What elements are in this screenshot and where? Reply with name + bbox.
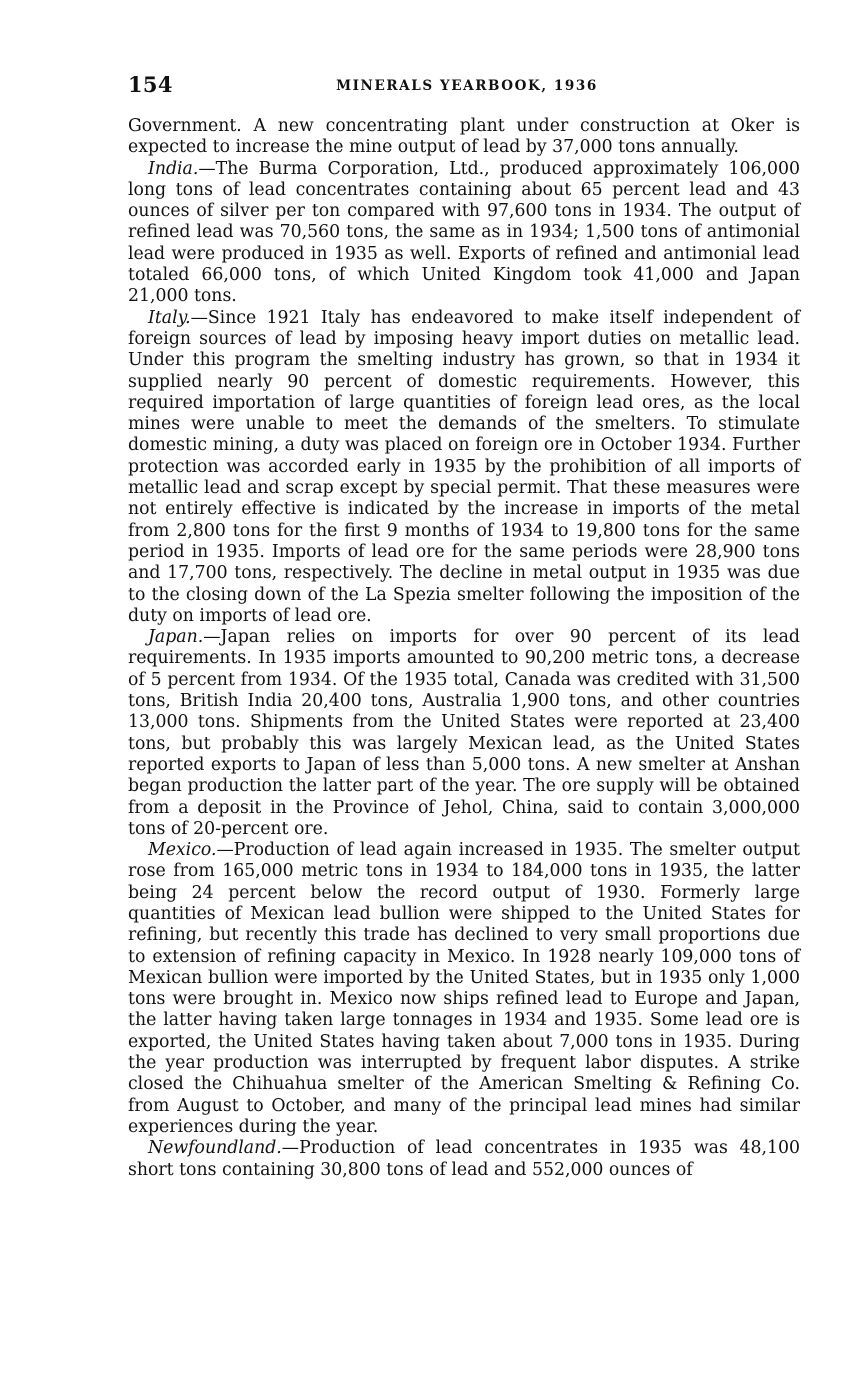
paragraph-italy [128, 308, 800, 627]
country-heading: Newfoundland. [148, 1138, 282, 1159]
paragraph-newfoundland [128, 1138, 800, 1181]
running-title: MINERALS YEARBOOK, 1936 [336, 78, 598, 94]
paragraph-india [128, 159, 800, 308]
paragraph-text: —Japan relies on imports for over 90 percent of its lead requirements. In 1935 imports amounted to 90,200 metric tons, a decrease of 5 percent from 1934. Of the 1935 total, Canada was credited with 31,500 tons, British India 20,400 tons, Australia 1,900 tons, and other countries 13,000 tons. Shipments from the United States were reported at 23,400 tons, but probably this was largely Mexican lead, as the United States reported exports to Japan of less than 5,000 tons. A new smelter at Anshan began production the latter part of the year. The ore supply will be obtained from a deposit in the Province of Jehol, China, said to contain 3,000,000 tons of 20-percent ore. [128, 627, 800, 839]
paragraph-mexico [128, 840, 800, 1138]
paragraph-text: —Since 1921 Italy has endeavored to make itself independent of foreign sources of lead by imposing heavy import duties on metallic lead. Under this program the smelting industry has grown, so that in 1934 it supplied nearly 90 percent of domestic requirements. However, this required importation of large quantities of foreign lead ores, as the local mines were unable to meet the demands of the smelters. To stimulate domestic mining, a duty was placed on foreign ore in October 1934. Further protection was accorded early in 1935 by the prohibition of all imports of metallic lead and scrap except by special permit. That these measures were not entirely effective is indicated by the increase in imports of the metal from 2,800 tons for the first 9 months of 1934 to 19,800 tons for the same period in 1935. Imports of lead ore for the same periods were 28,900 tons and 17,700 tons, respectively. The decline in metal output in 1935 was due to the closing down of the La Spezia smelter following the imposition of the duty on imports of lead ore. [128, 307, 800, 626]
country-heading: Mexico. [148, 840, 217, 861]
body-text [128, 116, 800, 1181]
page-number: 154 [128, 72, 173, 97]
running-header [128, 72, 800, 102]
paragraph-text: —Production of lead again increased in 1935. The smelter output rose from 165,000 metric tons in 1934 to 184,000 tons in 1935, the latter being 24 percent below the record output of 1930. Formerly large quantities of Mexican lead bullion were shipped to the United States for refining, but recently this trade has declined to very small proportions due to extension of refining capacity in Mexico. In 1928 nearly 109,000 tons of Mexican bullion were imported by the United States, but in 1935 only 1,000 tons were brought in. Mexico now ships refined lead to Europe and Japan, the latter having taken large tonnages in 1934 and 1935. Some lead ore is exported, the United States having taken about 7,000 tons in 1935. During the year production was interrupted by frequent labor disputes. A strike closed the Chihuahua smelter of the American Smelting & Refining Co. from August to October, and many of the principal lead mines had similar experiences during the year. [128, 840, 800, 1137]
country-heading: Italy. [148, 307, 191, 328]
paragraph-text: —The Burma Corporation, Ltd., produced approximately 106,000 long tons of lead concentrates containing about 65 percent lead and 43 ounces of silver per ton compared with 97,600 tons in 1934. The output of refined lead was 70,560 tons, the same as in 1934; 1,500 tons of antimonial lead were produced in 1935 as well. Exports of refined and antimonial lead totaled 66,000 tons, of which United Kingdom took 41,000 and Japan 21,000 tons. [128, 158, 800, 307]
country-heading: India. [148, 158, 199, 179]
paragraph-continuation [128, 116, 800, 159]
document-page [128, 72, 800, 1181]
paragraph-japan [128, 627, 800, 840]
country-heading: Japan. [148, 627, 204, 648]
paragraph-text: Government. A new concentrating plant under construction at Oker is expected to increase the mine output of lead by 37,000 tons annually. [128, 116, 800, 158]
paragraph-text: —Production of lead concentrates in 1935 was 48,100 short tons containing 30,800 tons of lead and 552,000 ounces of [128, 1138, 800, 1180]
